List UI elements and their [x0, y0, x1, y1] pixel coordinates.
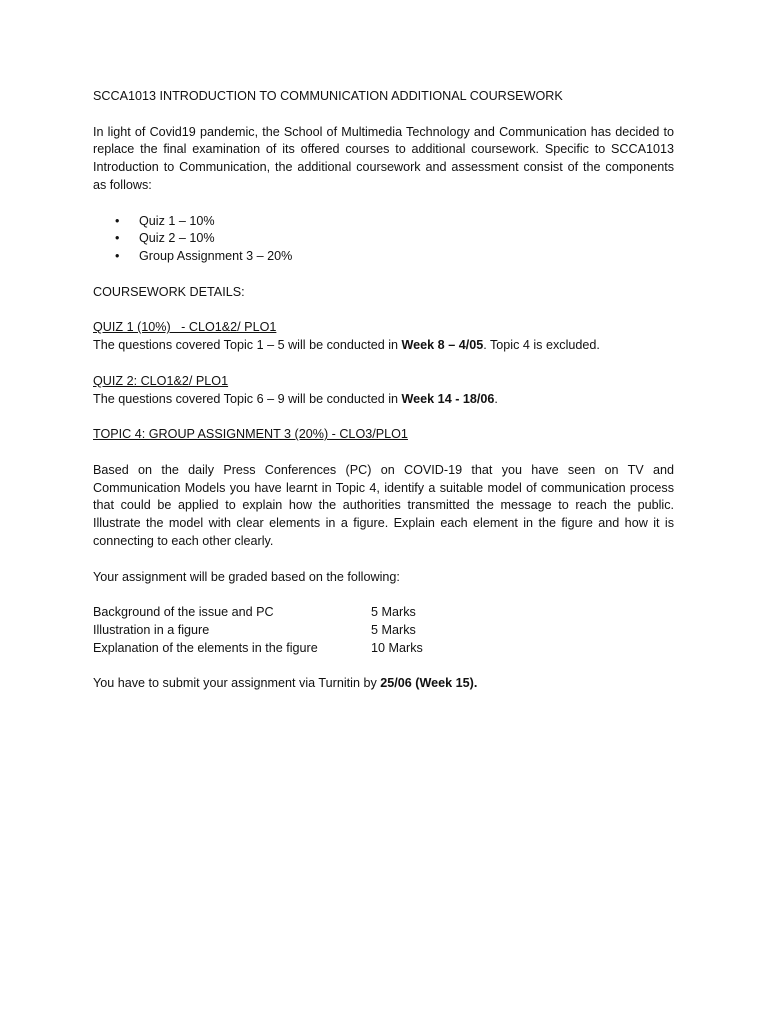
list-item: [93, 230, 674, 248]
grading-row: [93, 604, 674, 622]
topic4-heading: TOPIC 4: GROUP ASSIGNMENT 3 (20%) - CLO3/PLO1: [93, 427, 408, 442]
grading-criterion: Explanation of the elements in the figure: [93, 640, 318, 655]
quiz1-heading: QUIZ 1 (10%) - CLO1&2/ PLO1: [93, 320, 277, 335]
list-item: [93, 213, 674, 231]
bullet-icon: •: [115, 249, 120, 264]
bullet-icon: •: [115, 213, 120, 228]
coursework-details-heading: COURSEWORK DETAILS:: [93, 284, 245, 299]
quiz2-date: Week 14 - 18/06: [401, 391, 495, 406]
submission-text-pre: You have to submit your assignment via Turnitin by: [93, 676, 381, 691]
quiz2-heading: QUIZ 2: CLO1&2/ PLO1: [93, 373, 229, 388]
topic4-body: Based on the daily Press Conferences (PC) on COVID-19 that you have seen on TV and Communication Models you have learnt in Topic 4, identify a suitable model of communication process that could be applied to explain how the authorities transmitted the message to reach the public. Illustrate the model with clear elements in a figure. Explain each element in the figure and how it is connecting to each other clearly.: [93, 462, 674, 548]
quiz1-text-pre: The questions covered Topic 1 – 5 will be conducted in: [93, 338, 402, 353]
quiz2-text-pre: The questions covered Topic 6 – 9 will be conducted in: [93, 391, 402, 406]
list-item-label: Quiz 1 – 10%: [139, 213, 215, 228]
grading-marks: 5 Marks: [371, 622, 416, 637]
list-item-label: Group Assignment 3 – 20%: [139, 249, 293, 264]
bullet-icon: •: [115, 231, 120, 246]
grading-marks: 10 Marks: [371, 640, 423, 655]
grading-row: [93, 622, 674, 640]
document-page: [93, 88, 674, 693]
submission-deadline: 25/06 (Week 15).: [380, 676, 478, 691]
list-item-label: Quiz 2 – 10%: [139, 231, 215, 246]
quiz2-text-post: .: [494, 391, 498, 406]
grading-marks: 5 Marks: [371, 605, 416, 620]
quiz1-date: Week 8 – 4/05: [401, 338, 484, 353]
components-list: [93, 213, 674, 266]
grading-criterion: Background of the issue and PC: [93, 605, 274, 620]
quiz1-text: [93, 337, 674, 355]
submission-text: [93, 675, 674, 693]
grading-criterion: Illustration in a figure: [93, 622, 210, 637]
quiz1-text-post: . Topic 4 is excluded.: [483, 338, 600, 353]
intro-paragraph: In light of Covid19 pandemic, the School of Multimedia Technology and Communication has decided to replace the final examination of its offered courses to additional coursework. Specific to SCCA1013 Introduction to Communication, the additional coursework and assessment consist of the components as follows:: [93, 124, 674, 192]
list-item: [93, 248, 674, 266]
grading-intro: Your assignment will be graded based on the following:: [93, 569, 400, 584]
document-title: SCCA1013 INTRODUCTION TO COMMUNICATION ADDITIONAL COURSEWORK: [93, 89, 563, 103]
grading-table: [93, 604, 674, 657]
grading-row: [93, 640, 674, 658]
quiz2-text: [93, 391, 674, 409]
